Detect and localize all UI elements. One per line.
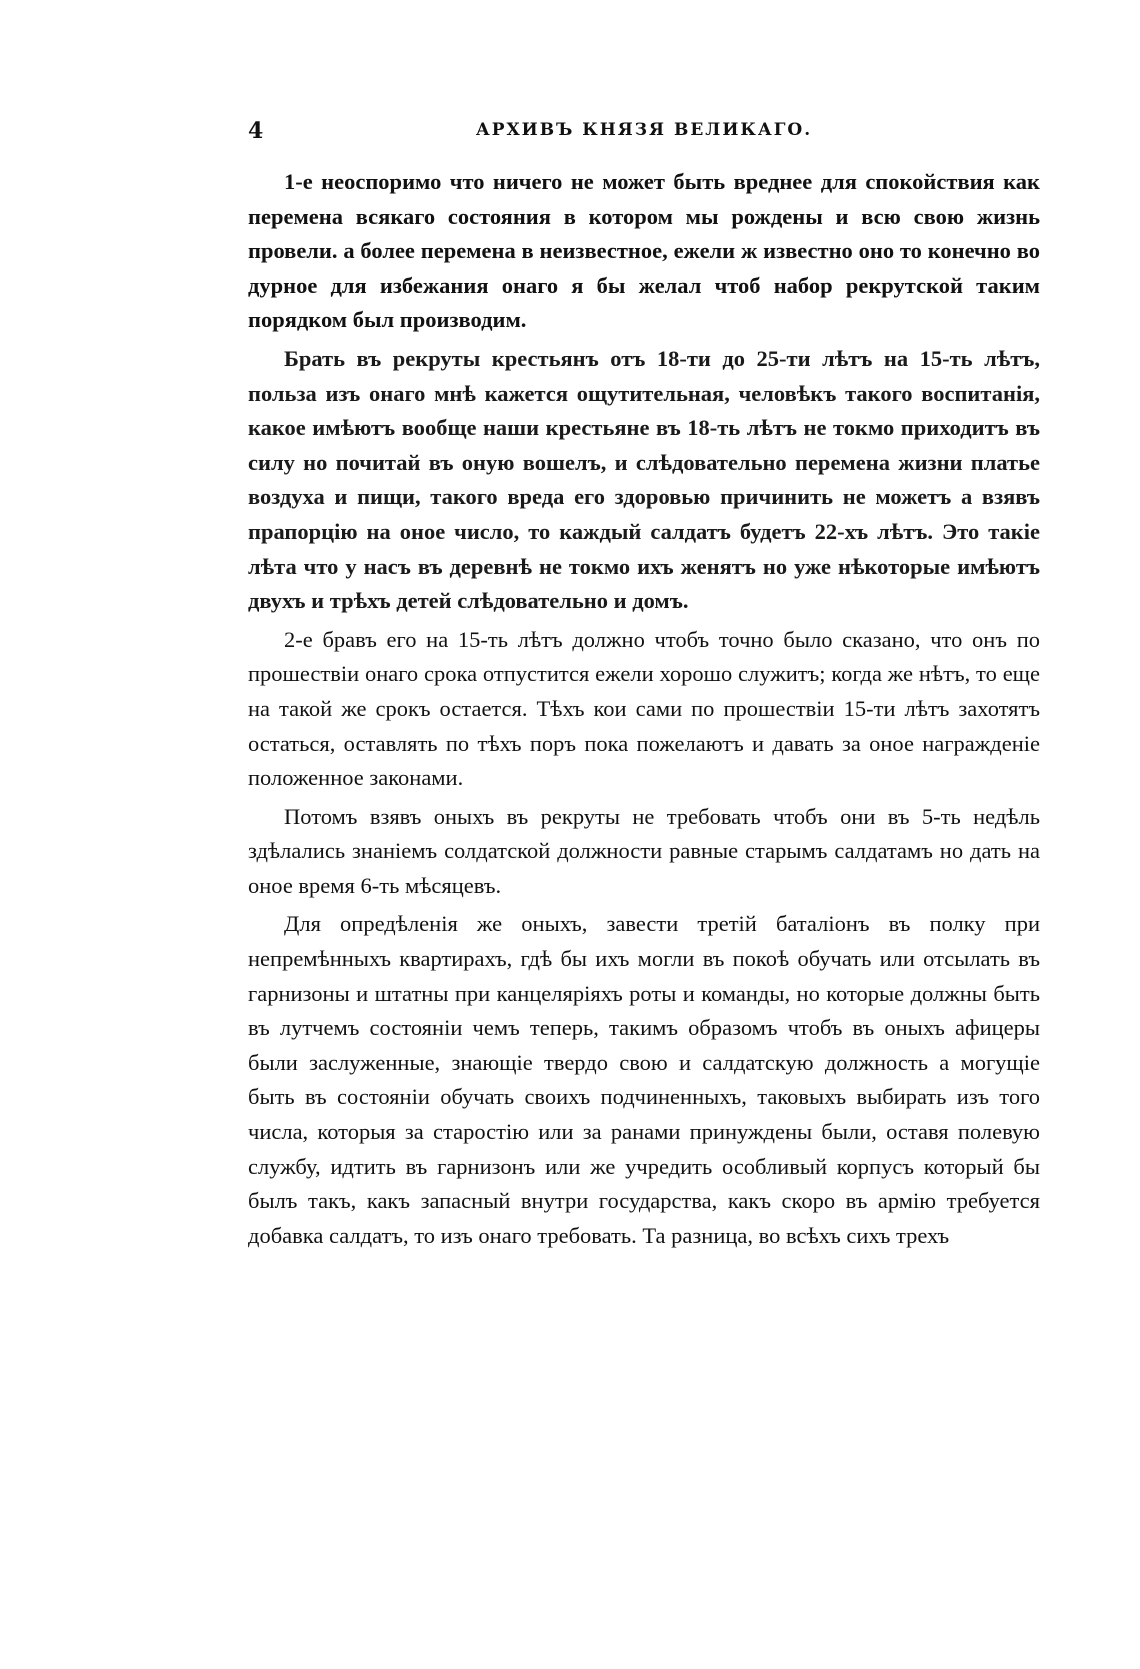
body-text xyxy=(248,165,1040,1257)
page-number: 4 xyxy=(248,118,264,144)
paragraph-5: Для опредѣленія же оныхъ, завести третій баталіонъ въ полку при непремѣнныхъ квартирахъ, гдѣ бы ихъ могли въ покоѣ обучать или отсылать въ гарнизоны и штатны при канцеляріяхъ роты и команды, но которые должны быть въ лутчемъ состояніи чемъ теперь, такимъ образомъ чтобъ въ оныхъ афицеры были заслуженные, знающіе твердо свою и салдатскую должность а могущіе быть въ состояніи обучать своихъ подчиненныхъ, таковыхъ выбирать изъ того числа, которыя за старостію или за ранами принуждены были, оставя полевую службу, идтить въ гарнизонъ или же учредить особливый корпусъ который бы былъ такъ, какъ запасный внутри государства, какъ скоро въ армію требуется добавка салдатъ, то изъ онаго требовать. Та разница, во всѣхъ сихъ трехъ xyxy=(248,911,1040,1248)
paragraph-4: Потомъ взявъ оныхъ въ рекруты не требовать чтобъ они въ 5-ть недѣль здѣлались знаніемъ солдатской должности равные старымъ салдатамъ но дать на оное время 6-ть мѣсяцевъ. xyxy=(248,803,1040,898)
paragraph-1: 1-е неоспоримо что ничего не может быть вреднее для спокойствия как перемена всякаго состояния в котором мы рождены и всю свою жизнь провели. а более перемена в неизвестное, ежели ж известно оно то конечно во дурное для избежания онаго я бы желал чтоб набор рекрутской таким порядком был производим. xyxy=(248,169,1040,333)
page-header xyxy=(248,118,1040,148)
paragraph-2: Брать въ рекруты крестьянъ отъ 18-ти до 25-ти лѣтъ на 15-ть лѣтъ, польза изъ онаго мнѣ кажется ощутительная, человѣкъ такого воспитанія, какое имѣютъ вообще наши крестьяне въ 18-ть лѣтъ не токмо приходитъ въ силу но почитай въ оную вошелъ, и слѣдовательно перемена жизни платье воздуха и пищи, такого вреда его здоровью причинить не можетъ а взявъ прапорцію на оное число, то каждый салдатъ будетъ 22-хъ лѣтъ. Это такіе лѣта что у насъ въ деревнѣ не токмо ихъ женятъ но уже нѣкоторые имѣютъ двухъ и трѣхъ детей слѣдовательно и домъ. xyxy=(248,345,1040,614)
running-title: АРХИВЪ КНЯЗЯ ВЕЛИКАГО. xyxy=(475,120,813,140)
paragraph-3: 2-е бравъ его на 15-ть лѣтъ должно чтобъ точно было сказано, что онъ по прошествіи онаго срока отпустится ежели хорошо служитъ; когда же нѣтъ, то еще на такой же срокъ остается. Тѣхъ кои сами по прошествіи 15-ти лѣтъ захотятъ остаться, оставлять по тѣхъ поръ пока пожелаютъ и давать за оное награжденіе положенное законами. xyxy=(248,626,1040,791)
